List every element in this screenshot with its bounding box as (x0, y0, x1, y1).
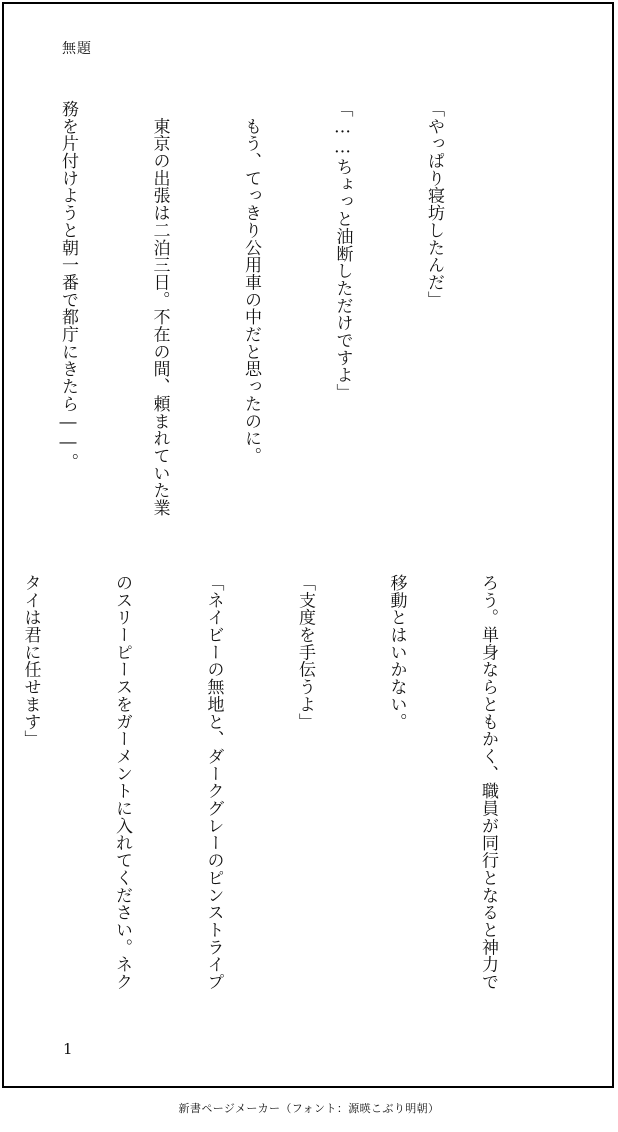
footer-credit: 新書ページメーカー（フォント：源暎こぶり明朝） (178, 1102, 440, 1115)
text-line: 東京の出張は二泊三日。不在の間、頼まれていた業 (149, 100, 170, 517)
text-line: 「支度を手伝うよ」 (295, 574, 315, 731)
text-line: タイは君に任せます」 (20, 574, 41, 748)
page-number: 1 (63, 1040, 73, 1058)
text-block-lower (0, 574, 564, 1004)
text-line: もう、てっきり公用車の中だと思ったのに。 (241, 100, 261, 465)
book-page (2, 2, 614, 1088)
page-title: 無題 (62, 41, 92, 57)
text-block-upper (0, 100, 510, 530)
text-line: 移動とはいかない。 (386, 574, 407, 731)
text-line: 「やっぱり寝坊したんだ」 (424, 100, 444, 309)
text-line: 「……ちょっと油断しただけですよ」 (332, 100, 353, 401)
text-line: 「ネイビーの無地と、ダークグレーのピンストライプ (203, 574, 224, 991)
text-line: 務を片付けようと朝一番で都庁にきたら――。 (58, 100, 78, 471)
text-line: のスリーピースをガーメントに入れてください。ネク (112, 574, 132, 991)
text-line: ろう。単身ならともかく、職員が同行となると神力で (478, 574, 498, 991)
